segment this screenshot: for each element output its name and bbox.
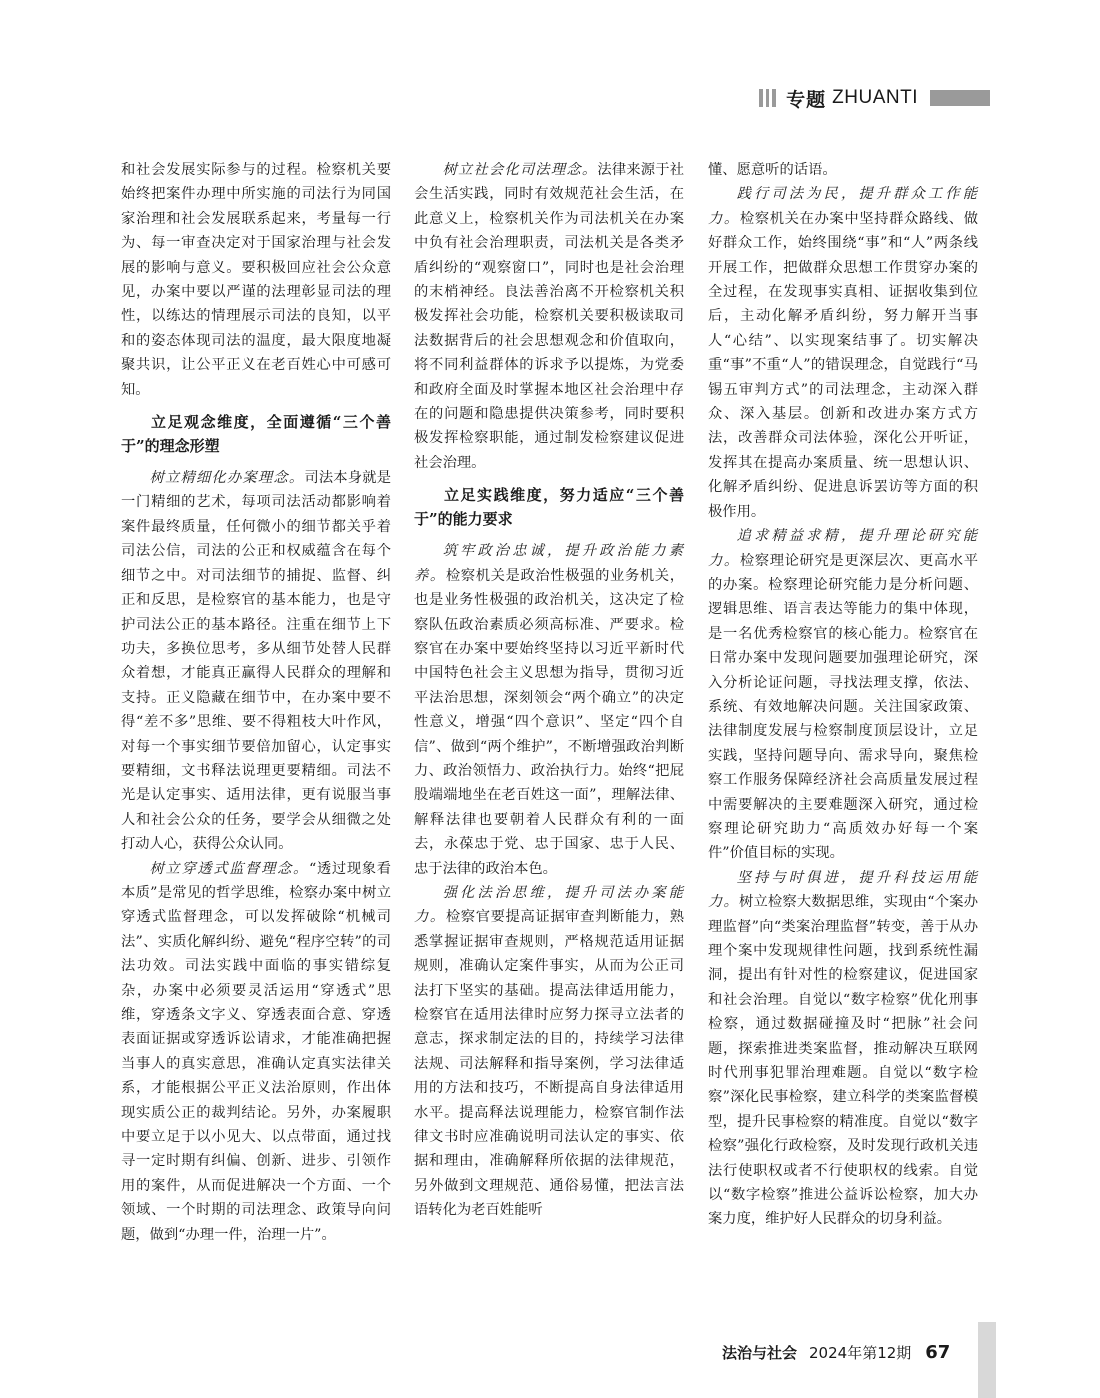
paragraph-lead: 树立社会化司法理念。 — [442, 162, 598, 178]
paragraph-body: 检察机关是政治性极强的业务机关，也是业务性极强的政治机关，这决定了检察队伍政治素质必须高标准、严要求。检察官在办案中要始终坚持以习近平新时代中国特色社会主义思想为指导，贯彻习近平法治思想，深刻领会“两个确立”的决定性意义，增强“四个意识”、坚定“四个自信”、做到“两个维护”，不断增强政治判断力、政治领悟力、政治执行力。始终“把屁股端端地坐在老百姓这一面”，理解法律、解释法律也要朝着人民群众有利的一面去，永葆忠于党、忠于国家、忠于人民、忠于法律的政治本色。 — [414, 567, 685, 877]
page-edge-bar — [978, 1322, 996, 1398]
paragraph-lead: 践行司法为民，提升群众工作能力。 — [708, 186, 978, 227]
paragraph: 和社会发展实际参与的过程。检察机关要始终把案件办理中所实施的司法行为同国家治理和社会发展联系起来，考量每一行为、每一审查决定对于国家治理与社会发展的影响与意义。要积极回应社会公众意见，办案中要以严谨的法理彰显司法的理性，以练达的情理展示司法的良知，以平和的姿态体现司法的温度，最大限度地凝聚共识，让公平正义在老百姓心中可感可知。 — [121, 162, 391, 398]
section-title-en: ZHUANTI — [832, 87, 918, 108]
paragraph — [708, 866, 978, 1232]
section-heading: 立足实践维度，努力适应“三个善于”的能力要求 — [414, 486, 684, 529]
paragraph-lead: 树立精细化办案理念。 — [149, 470, 305, 487]
column-2 — [414, 158, 684, 1223]
paragraph — [414, 158, 684, 475]
paragraph: 懂、愿意听的话语。 — [708, 162, 837, 178]
paragraph — [121, 466, 391, 857]
paragraph-body: 司法本身就是一门精细的艺术，每项司法活动都影响着案件最终质量，任何微小的细节都关乎着司法公信，司法的公正和权威蕴含在每个细节之中。对司法细节的捕捉、监督、纠正和反思，是检察官的基本能力，也是守护司法公正的基本路径。注重在细节上下功夫，多换位思考，多从细节处替人民群众着想，才能真正赢得人民群众的理解和支持。正义隐藏在细节中，在办案中要不得“差不多”思维、要不得粗枝大叶作风，对每一个事实细节要倍加留心，认定事实要精细，文书释法说理更要精细。司法不光是认定事实、适用法律，更有说服当事人和社会公众的任务，要学会从细微之处打动人心，获得公众认同。 — [121, 470, 392, 853]
paragraph — [414, 881, 684, 1223]
section-header — [759, 86, 990, 110]
header-bar-decoration — [930, 90, 990, 106]
paragraph-lead: 坚持与时俱进，提升科技运用能力。 — [708, 869, 978, 911]
header-bars-decoration — [759, 89, 776, 107]
paragraph-body: 检察机关在办案中坚持群众路线、做好群众工作，始终围绕“事”和“人”两条线开展工作，把做群众思想工作贯穿办案的全过程，在发现事实真相、证据收集到位后，主动化解矛盾纠纷，努力解开当事人“心结”、以实现案结事了。切实解决重“事”不重“人”的错误理念，自觉践行“马锡五审判方式”的司法理念，主动深入群众、深入基层。创新和改进办案方式方法，改善群众司法体验，深化公开听证，发挥其在提高办案质量、统一思想认识、化解矛盾纠纷、促进息诉罢访等方面的积极作用。 — [708, 210, 979, 520]
column-3 — [708, 158, 978, 1232]
paragraph — [708, 182, 978, 524]
paragraph-lead: 树立穿透式监督理念。 — [149, 860, 309, 877]
paragraph-body: 树立检察大数据思维，实现由“个案办理监督”向“类案治理监督”转变，善于从办理个案中发现规律性问题，找到系统性漏洞，提出有针对性的检察建议，促进国家和社会治理。自觉以“数字检察”优化刑事检察，通过数据碰撞及时“把脉”社会问题，探索推进类案监督，推动解决互联网时代刑事犯罪治理难题。自觉以“数字检察”深化民事检察，建立科学的类案监督模型，提升民事检察的精准度。自觉以“数字检察”强化行政检察，及时发现行政机关违法行使职权或者不行使职权的线索。自觉以“数字检察”推进公益诉讼检察，加大办案力度，维护好人民群众的切身利益。 — [708, 894, 978, 1228]
paragraph-lead: 追求精益求精，提升理论研究能力。 — [708, 528, 978, 569]
paragraph-body: 法律来源于社会生活实践，同时有效规范社会生活，在此意义上，检察机关作为司法机关在办案中负有社会治理职责，司法机关是各类矛盾纠纷的“观察窗口”，同时也是社会治理的末梢神经。良法善治离不开检察机关积极发挥社会功能，检察机关要积极读取司法数据背后的社会思想观念和价值取向，将不同利益群体的诉求予以提炼，为党委和政府全面及时掌握本地区社会治理中存在的问题和隐患提供决策参考，同时要积极发挥检察职能，通过制发检察建议促进社会治理。 — [414, 162, 685, 471]
paragraph-body: 检察官要提高证据审查判断能力，熟悉掌握证据审查规则，严格规范适用证据规则，准确认定案件事实，从而为公正司法打下坚实的基础。提高法律适用能力，检察官在适用法律时应努力探寻立法者的意志，探求制定法的目的，持续学习法律法规、司法解释和指导案例，学习法律适用的方法和技巧，不断提高自身法律适用水平。提高释法说理能力，检察官制作法律文书时应准确说明司法认定的事实、依据和理由，准确解释所依据的法律规范，另外做到文理规范、通俗易懂，把法言法语转化为老百姓能听 — [414, 909, 685, 1219]
paragraph — [121, 857, 391, 1248]
section-title-cn: 专题 — [786, 88, 827, 111]
paragraph-body: “透过现象看本质”是常见的哲学思维，检察办案中树立穿透式监督理念，可以发挥破除“机械司法”、实质化解纠纷、避免“程序空转”的司法功效。司法实践中面临的事实错综复杂，办案中必须要灵活运用“穿透式”思维，穿透条文字义、穿透表面合意、穿透表面证据或穿透诉讼请求，才能准确把握当事人的真实意思，准确认定真实法律关系，才能根据公平正义法治原则，作出体现实质公正的裁判结论。另外，办案履职中要立足于以小见大、以点带面，通过找寻一定时期有纠偏、创新、进步、引领作用的案件，从而促进解决一个方面、一个领域、一个时期的司法理念、政策导向问题，做到“办理一件，治理一片”。 — [121, 860, 392, 1243]
paragraph-lead: 筑牢政治忠诚，提升政治能力素养。 — [414, 543, 684, 584]
section-heading: 立足观念维度，全面遵循“三个善于”的理念形塑 — [121, 413, 391, 456]
paragraph-lead: 强化法治思维，提升司法办案能力。 — [414, 884, 684, 926]
column-1 — [121, 158, 391, 1247]
paragraph — [708, 524, 978, 866]
paragraph-body: 检察理论研究是更深层次、更高水平的办案。检察理论研究能力是分析问题、逻辑思维、语言表达等能力的集中体现，是一名优秀检察官的核心能力。检察官在日常办案中发现问题要加强理论研究，深入分析论证问题，寻找法理支撑，依法、系统、有效地解决问题。关注国家政策、法律制度发展与检察制度顶层设计，立足实践，坚持问题导向、需求导向，聚焦检察工作服务保障经济社会高质量发展过程中需要解决的主要难题深入研究，通过检察理论研究助力“高质效办好每一个案件”价值目标的实现。 — [708, 552, 979, 862]
issue-label: 2024年第12期 — [809, 1344, 912, 1362]
page-number: 67 — [925, 1342, 951, 1363]
magazine-title: 法治与社会 — [722, 1344, 798, 1362]
page-footer — [722, 1342, 950, 1363]
paragraph — [414, 539, 684, 881]
